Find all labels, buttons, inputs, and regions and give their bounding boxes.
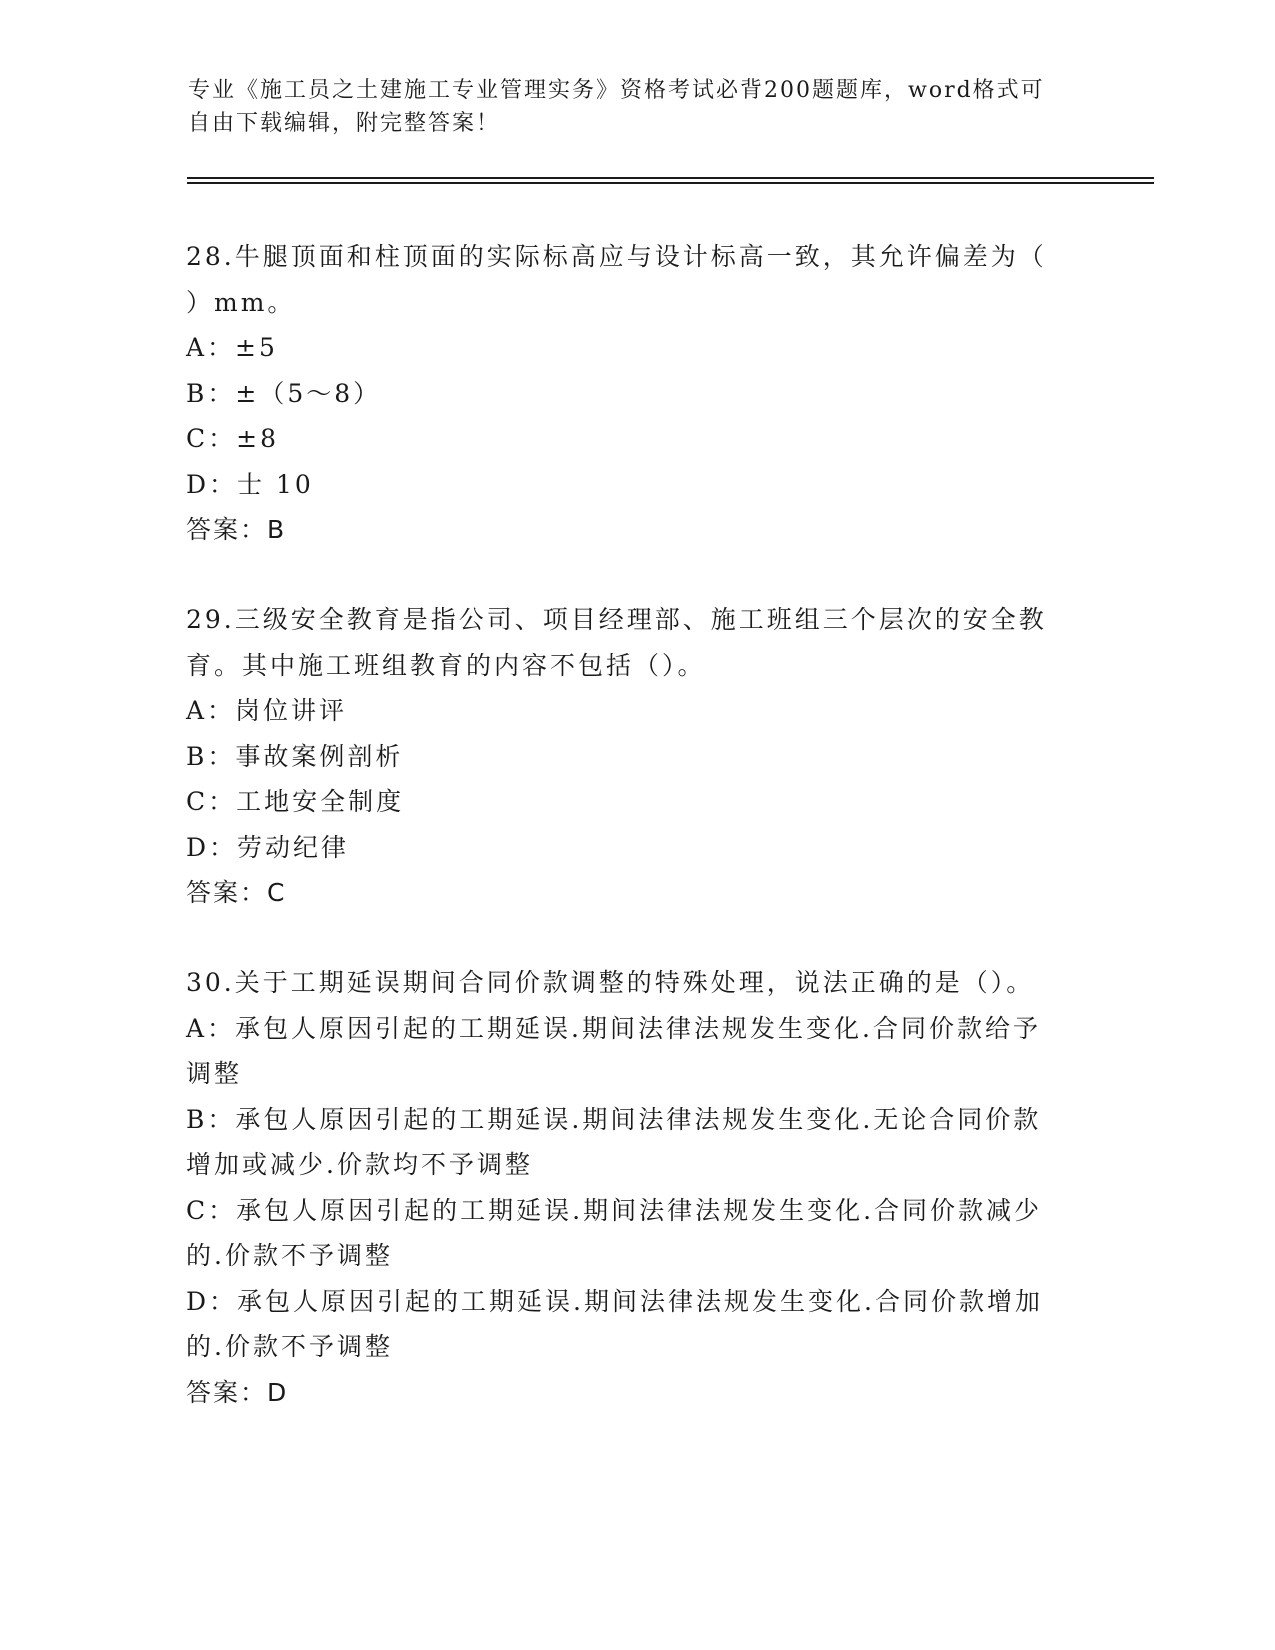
option-d: D：承包人原因引起的工期延误.期间法律法规发生变化.合同价款增加 [186,1286,1043,1316]
question-30 [186,960,1076,1415]
header-divider-top [187,177,1154,179]
option-a: A：±5 [186,333,278,362]
option-a-continued: 调整 [186,1059,243,1088]
option-c: C：±8 [186,424,279,453]
header-line-2: 自由下载编辑，附完整答案！ [188,111,501,136]
answer-label: 答案：D [186,1377,289,1407]
option-b: B：事故案例剖析 [186,741,404,771]
header-divider-bottom [187,182,1154,184]
option-b: B：±（5～8） [186,378,382,408]
option-d: D：士 10 [186,469,314,499]
option-c: C：工地安全制度 [186,787,405,816]
question-29 [186,597,1076,916]
question-text-line: 28.牛腿顶面和柱顶面的实际标高应与设计标高一致，其允许偏差为（ [186,242,1047,271]
option-b-continued: 增加或减少.价款均不予调整 [186,1150,533,1179]
option-c-continued: 的.价款不予调整 [186,1241,393,1270]
question-text-line: 育。其中施工班组教育的内容不包括（）。 [186,650,706,680]
answer-label: 答案：C [186,878,287,907]
document-header [188,74,1068,140]
question-28 [186,234,1076,553]
header-line-1: 专业《施工员之土建施工专业管理实务》资格考试必背200题题库，word格式可 [188,78,1045,103]
option-d-continued: 的.价款不予调整 [186,1332,393,1361]
option-a: A：岗位讲评 [186,696,348,725]
question-text-line: 29.三级安全教育是指公司、项目经理部、施工班组三个层次的安全教 [186,605,1047,634]
option-a: A：承包人原因引起的工期延误.期间法律法规发生变化.合同价款给予 [186,1013,1041,1043]
question-text-line: ）mm。 [186,287,296,317]
answer-label: 答案：B [186,515,287,544]
option-d: D：劳动纪律 [186,832,350,862]
option-b: B：承包人原因引起的工期延误.期间法律法规发生变化.无论合同价款 [186,1104,1042,1134]
option-c: C：承包人原因引起的工期延误.期间法律法规发生变化.合同价款减少 [186,1195,1043,1225]
question-text-line: 30.关于工期延误期间合同价款调整的特殊处理，说法正确的是（）。 [186,968,1035,997]
